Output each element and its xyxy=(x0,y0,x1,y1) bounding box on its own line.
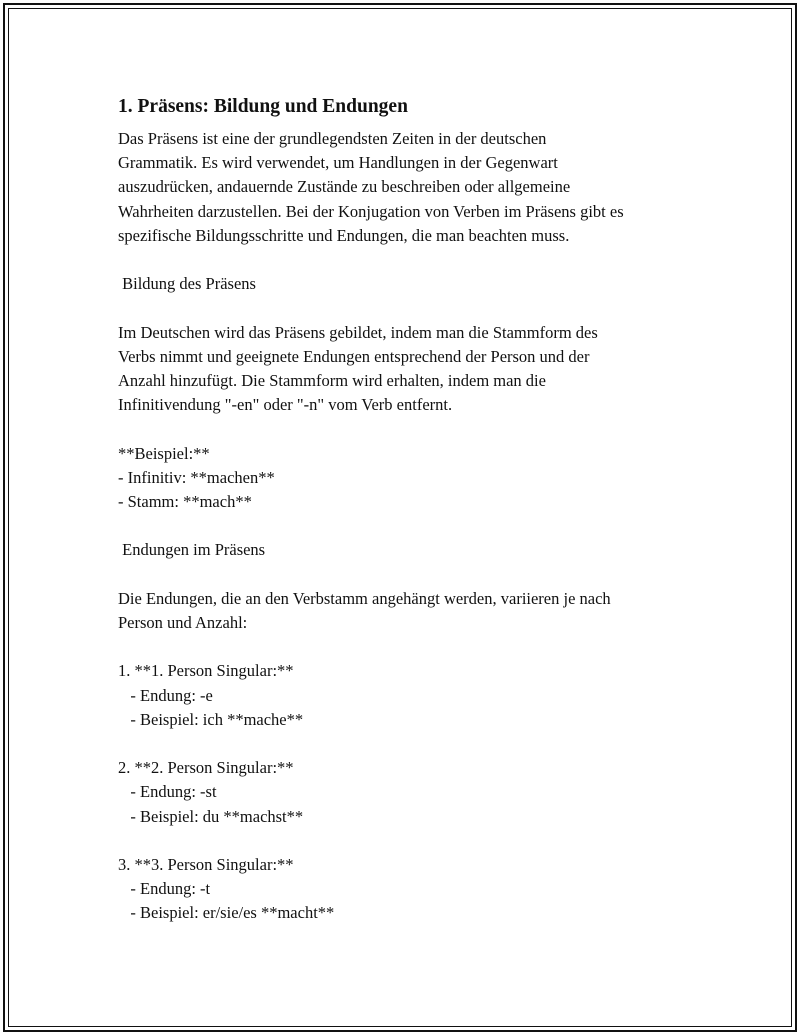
endungen-paragraph xyxy=(118,587,698,635)
list-item xyxy=(118,853,698,926)
endungen-line: Die Endungen, die an den Verbstamm angehängt werden, variieren je nach xyxy=(118,588,611,608)
intro-line: spezifische Bildungsschritte und Endungen, die man beachten muss. xyxy=(118,225,570,245)
spacer xyxy=(118,514,698,538)
list-item-ending: - Endung: -e xyxy=(118,685,213,705)
list-item-heading: 1. **1. Person Singular:** xyxy=(118,661,294,681)
intro-paragraph xyxy=(118,127,698,248)
list-item-ending: - Endung: -st xyxy=(118,782,217,802)
intro-line: Grammatik. Es wird verwendet, um Handlungen in der Gegenwart xyxy=(118,153,558,173)
spacer xyxy=(118,417,698,441)
spacer xyxy=(118,829,698,853)
intro-line: auszudrücken, andauernde Zustände zu beschreiben oder allgemeine xyxy=(118,177,571,197)
bildung-line: Infinitivendung "-en" oder "-n" vom Verb entfernt. xyxy=(118,395,453,415)
spacer xyxy=(118,732,698,756)
list-item-heading: 3. **3. Person Singular:** xyxy=(118,854,294,874)
section-heading-bildung: Bildung des Präsens xyxy=(118,274,256,294)
bildung-paragraph xyxy=(118,321,698,418)
endungen-line: Person und Anzahl: xyxy=(118,612,248,632)
list-item-ending: - Endung: -t xyxy=(118,879,211,899)
spacer xyxy=(118,635,698,659)
bildung-line: Verbs nimmt und geeignete Endungen entsprechend der Person und der xyxy=(118,346,590,366)
document-body xyxy=(118,93,698,926)
example-block xyxy=(118,442,698,515)
list-item-example: - Beispiel: du **machst** xyxy=(118,806,304,826)
spacer xyxy=(118,248,698,272)
section-heading-endungen: Endungen im Präsens xyxy=(118,540,266,560)
list-item xyxy=(118,756,698,829)
spacer xyxy=(118,563,698,587)
example-label: **Beispiel:** xyxy=(118,443,210,463)
example-infinitive: - Infinitiv: **machen** xyxy=(118,467,275,487)
intro-line: Das Präsens ist eine der grundlegendsten Zeiten in der deutschen xyxy=(118,129,547,148)
bildung-line: Anzahl hinzufügt. Die Stammform wird erhalten, indem man die xyxy=(118,371,546,390)
list-item xyxy=(118,659,698,732)
example-stem: - Stamm: **mach** xyxy=(118,492,252,511)
intro-line: Wahrheiten darzustellen. Bei der Konjugation von Verben im Präsens gibt es xyxy=(118,201,624,221)
list-item-heading: 2. **2. Person Singular:** xyxy=(118,758,294,778)
list-item-example: - Beispiel: er/sie/es **macht** xyxy=(118,903,335,923)
bildung-line: Im Deutschen wird das Präsens gebildet, indem man die Stammform des xyxy=(118,322,598,342)
list-item-example: - Beispiel: ich **mache** xyxy=(118,709,304,729)
spacer xyxy=(118,296,698,320)
page-title: 1. Präsens: Bildung und Endungen xyxy=(118,96,408,117)
